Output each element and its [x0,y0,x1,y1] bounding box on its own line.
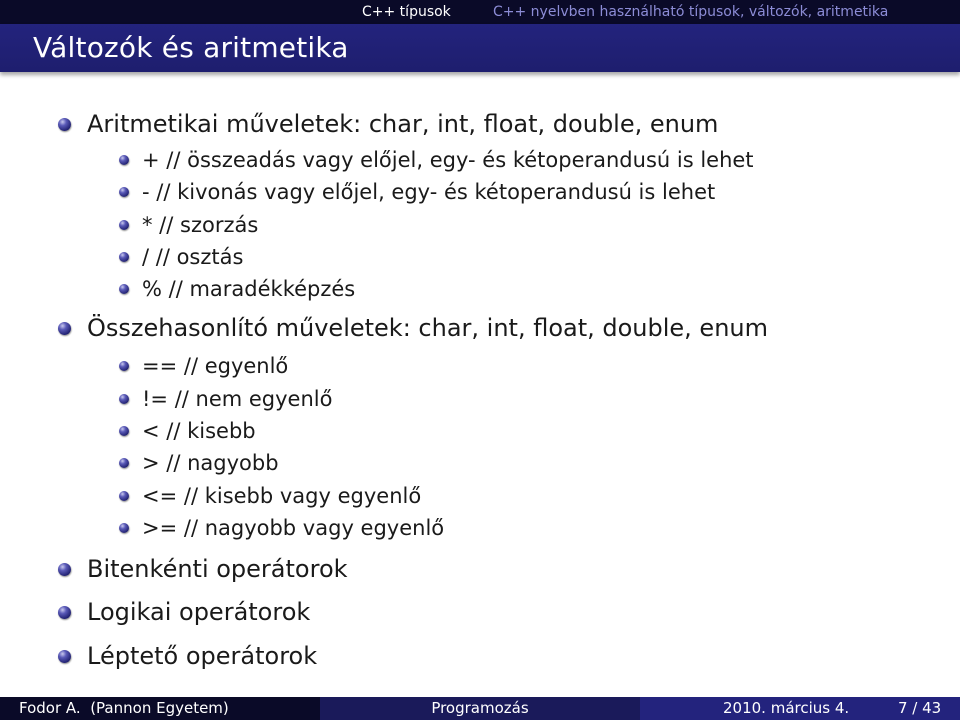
bullet-icon [119,426,129,436]
section-navigation-bar [0,0,960,24]
list-item: / // osztás [142,245,244,269]
bullet-icon [119,394,129,404]
bullet-icon [58,606,71,619]
bullet-icon [119,361,129,371]
nav-subsection[interactable]: C++ nyelvben használható típusok, változók, aritmetika [493,4,889,20]
list-item: >= // nagyobb vagy egyenlő [142,516,445,540]
footer-author: Fodor A. (Pannon Egyetem) [19,699,229,717]
bullet-icon [58,650,71,663]
footer-bar [0,697,960,720]
bullet-icon [58,118,71,131]
list-item: <= // kisebb vagy egyenlő [142,484,422,508]
bullet-icon [58,563,71,576]
bullet-icon [119,491,129,501]
page-number: 7 / 43 [898,699,942,717]
frame-title: Változók és aritmetika [33,31,349,64]
footer-date: 2010. március 4. [723,699,850,717]
increment-heading: Léptető operátorok [87,642,318,670]
bullet-icon [119,220,129,230]
logical-heading: Logikai operátorok [87,598,311,626]
list-item: > // nagyobb [142,451,279,475]
bullet-icon [119,155,129,165]
bullet-icon [119,523,129,533]
list-item: * // szorzás [142,213,259,237]
list-item: - // kivonás vagy előjel, egy- és kétoperandusú is lehet [142,180,716,204]
bullet-icon [119,458,129,468]
footer-right [640,697,960,720]
nav-section-current[interactable]: C++ típusok [362,4,451,20]
list-item: < // kisebb [142,419,256,443]
bullet-icon [58,322,71,335]
footer-short-title: Programozás [431,699,529,717]
footer-left [0,697,320,720]
arith-heading: Aritmetikai műveletek: char, int, float, double, enum [87,110,719,138]
list-item: % // maradékképzés [142,277,356,301]
bullet-icon [119,284,129,294]
list-item: != // nem egyenlő [142,387,333,411]
list-item: + // összeadás vagy előjel, egy- és kétoperandusú is lehet [142,148,754,172]
list-item: == // egyenlő [142,354,289,378]
frame-title-bar [0,24,960,72]
compare-heading: Összehasonlító műveletek: char, int, float, double, enum [87,314,768,342]
bullet-icon [119,252,129,262]
bitwise-heading: Bitenkénti operátorok [87,555,348,583]
footer-middle [320,697,640,720]
bullet-icon [119,187,129,197]
